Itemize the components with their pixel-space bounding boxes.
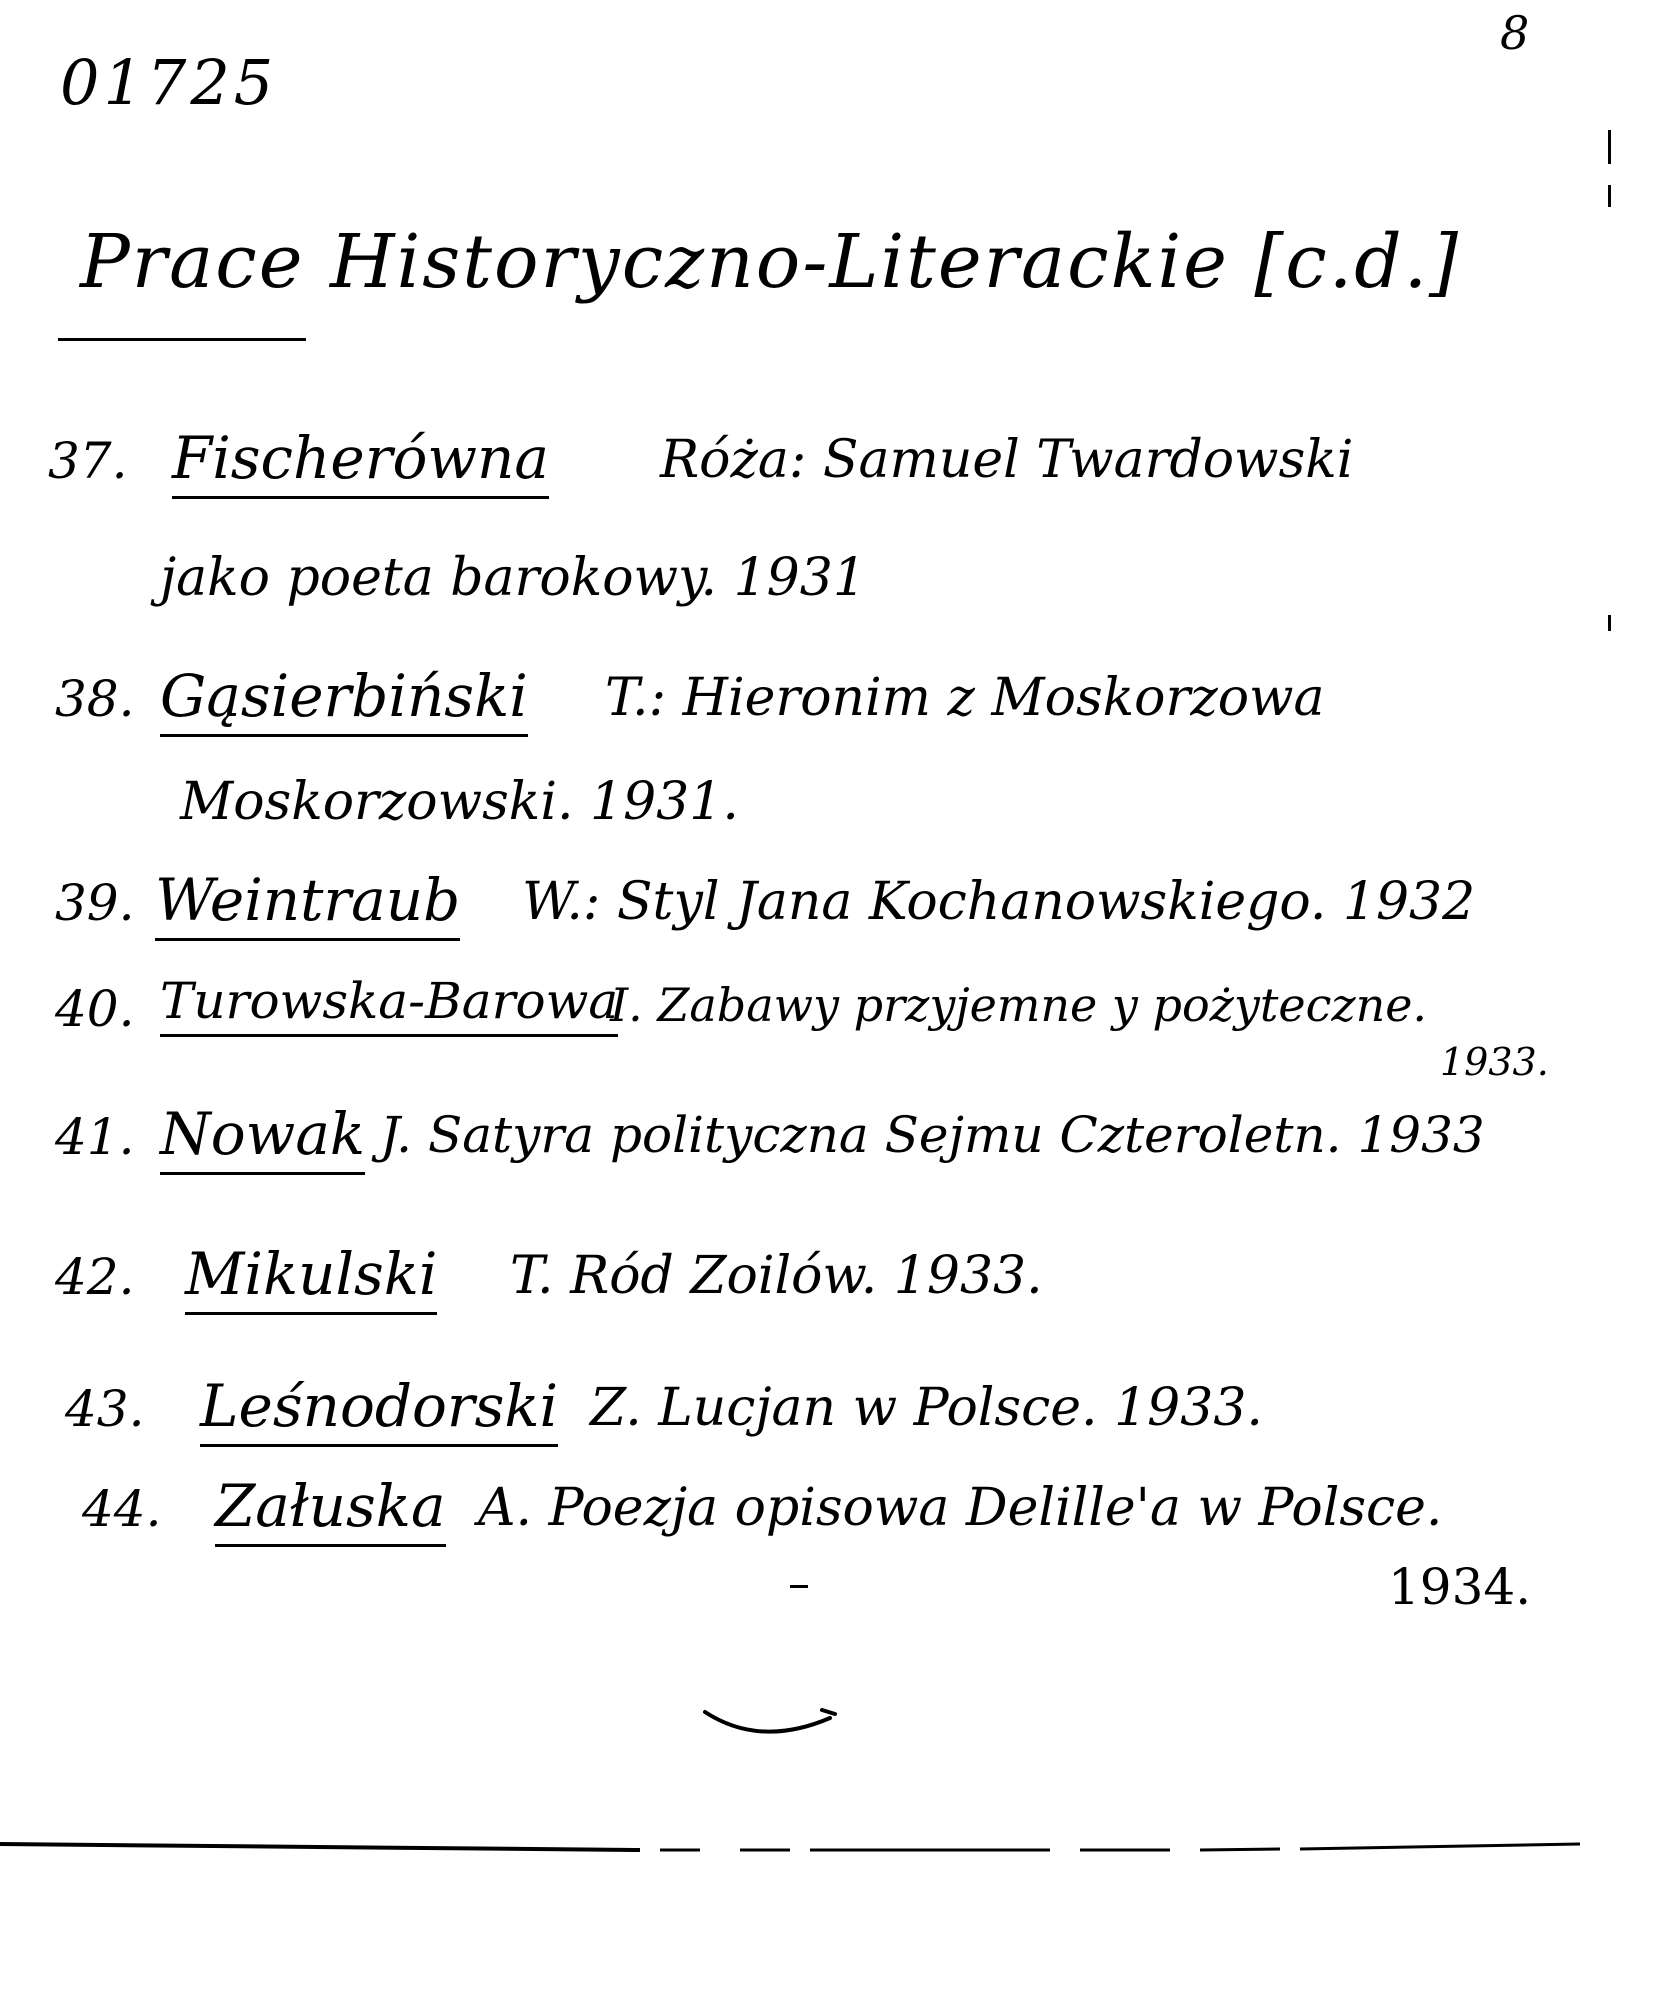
entry-title: T. Ród Zoilów. 1933. [510,1246,1043,1306]
entry-title: T.: Hieronim z Moskorzowa [605,668,1325,728]
entry-title: A. Poezja opisowa Delille'a w Polsce. [478,1478,1443,1538]
entry-author: Nowak [160,1100,365,1175]
title-underline [58,338,306,341]
entry-number: 38. [55,670,135,728]
list-item [0,1096,1653,1186]
entry-author: Leśnodorski [200,1372,558,1447]
entry-continuation: jako poeta barokowy. 1931 [160,548,866,608]
page-number: 8 [1500,6,1530,60]
entry-author: Fischerówna [172,424,549,499]
entry-number: 39. [55,874,135,932]
bottom-rule [0,1838,1653,1858]
stray-mark [790,1585,808,1588]
entry-author: Turowska-Barowa [160,972,618,1037]
list-item [0,658,1653,748]
entry-number: 40. [55,980,135,1038]
list-item [0,862,1653,952]
closing-flourish [700,1700,840,1750]
entry-title: J. Satyra polityczna Sejmu Czteroletn. 1933 [380,1106,1485,1164]
entry-author: Gąsierbiński [160,662,528,737]
entry-number: 43. [65,1380,145,1438]
reference-code: 01725 [60,46,278,119]
entry-number: 44. [82,1480,162,1538]
entry-title: I. Zabawy przyjemne y pożyteczne. [610,978,1428,1032]
list-item [0,968,1653,1058]
entry-title: W.: Styl Jana Kochanowskiego. 1932 [522,872,1476,932]
entry-number: 41. [55,1108,135,1166]
entry-continuation: Moskorzowski. 1931. [180,772,739,832]
entry-title: Róża: Samuel Twardowski [660,430,1354,490]
list-item [0,1236,1653,1326]
entry-author: Weintraub [155,866,460,941]
entry-year: 1934. [1388,1558,1532,1616]
entry-year: 1933. [1440,1040,1549,1084]
list-item [0,1368,1653,1458]
margin-mark [1608,615,1611,631]
list-item [0,420,1653,510]
entry-author: Mikulski [185,1240,437,1315]
entry-number: 42. [55,1248,135,1306]
margin-mark [1608,185,1611,207]
list-item [0,1468,1653,1558]
entry-number: 37. [48,432,128,490]
margin-mark [1608,130,1611,164]
entry-title: Z. Lucjan w Polsce. 1933. [590,1378,1263,1438]
entry-author: Załuska [215,1472,446,1547]
page-title: Prace Historyczno-Literackie [c.d.] [80,219,1461,305]
